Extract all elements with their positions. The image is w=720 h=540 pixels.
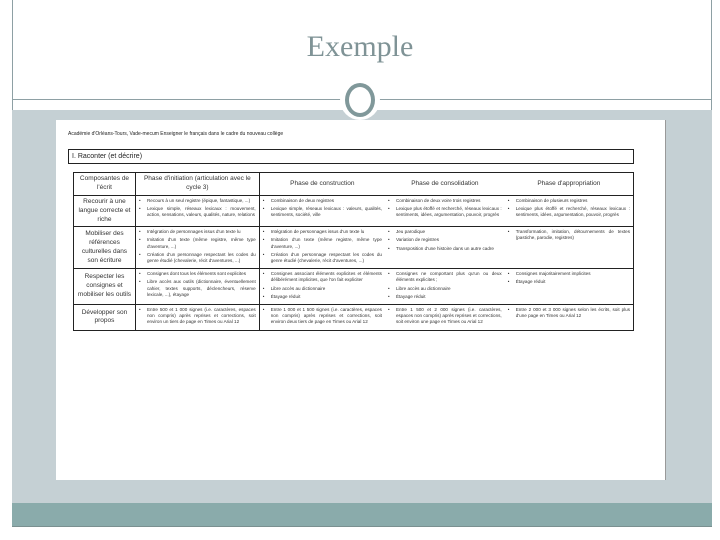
cell-item: • Libre accès aux outils (dictionnaire, éventuellement cahier, textes supports, déclencheurs, réserve lexicale, ...), étayage [139,279,256,298]
cell-item: • Libre accès au dictionnaire [263,286,382,292]
cell-item: • Lexique simple, réseaux lexicaux : mouvement, action, sensations, valeurs, qualités, nature, relations [139,206,256,218]
column-header: Phase d'appropriation [505,173,634,196]
table-cell [259,196,385,227]
table-row [74,227,634,269]
section-title: I. Raconter (et décrire) [68,149,634,164]
table-cell [259,304,385,330]
table-cell [385,269,505,305]
cell-item: • Création d'un personnage respectant les codes du genre étudié (chevalerie, récit d'aventures, ...) [139,252,256,264]
cell-item: • Entre 500 et 1 000 signes (i.e. caractères, espaces non compris) après reprises et corrections, soit environ un tiers de page en Times ou Arial 12 [139,307,256,326]
table-cell [385,196,505,227]
cell-item: • Combinaison de plusieurs registres [508,198,630,204]
column-header: Phase de consolidation [385,173,505,196]
table-cell [135,196,259,227]
table-cell [385,304,505,330]
table-cell [505,269,634,305]
document-image [56,120,666,480]
cell-item: • Entre 1 500 et 2 000 signes (i.e. caractères, espaces non compris) après reprises et corrections, soit environ une page en Times ou Arial 12 [388,307,502,326]
cell-item: • Entre 1 000 et 1 500 signes (i.e. caractères, espaces non compris) après reprises et corrections, soit environ deux tiers de page en Times ou Arial 12 [263,307,382,326]
cell-item: • Consignes dont tous les éléments sont explicites [139,271,256,277]
table-cell [135,269,259,305]
cell-item: • Consignes associant éléments explicites et éléments délibérément implicites, que l'on fait expliciter [263,271,382,283]
cell-item: • Combinaison de deux voire trois registres [388,198,502,204]
row-label: Respecter les consignes et mobiliser les outils [74,269,136,305]
cell-item: • Intégration de personnages issus d'un texte lu [139,229,256,235]
cell-item: • Imitation d'un texte (même registre, même type d'aventure, ...) [139,237,256,249]
table-cell [505,227,634,269]
cell-item: • Lexique plus étoffé et recherché, réseaux lexicaux : sentiments, idées, argumentation, pouvoir, progrès [388,206,502,218]
cell-item: • Recours à un seul registre (épique, fantastique, ...) [139,198,256,204]
cell-item: • Lexique plus étoffé et recherché, réseaux lexicaux : sentiments, idées, argumentation, pouvoir, progrès [508,206,630,218]
table-row [74,269,634,305]
cell-item: • Combinaison de deux registres [263,198,382,204]
row-label: Recourir à une langue correcte et riche [74,196,136,227]
cell-item: • Jeu parodique [388,229,502,235]
column-header: Phase d'initiation (articulation avec le cycle 3) [135,173,259,196]
table-cell [505,304,634,330]
slide-title: Exemple [306,30,414,63]
circle-ornament-icon [340,80,380,120]
column-header: Composantes de l'écrit [74,173,136,196]
cell-item: • Étayage réduit [508,279,630,285]
table-cell [135,227,259,269]
table-row [74,196,634,227]
cell-item: • Transposition d'une histoire dans un autre cadre [388,246,502,252]
cell-item: • Création d'un personnage respectant les codes du genre étudié (chevalerie, récit d'aventures, ...) [263,252,382,264]
cell-item: • Intégration de personnages issus d'un texte lu [263,229,382,235]
cell-item: • Étayage réduit [263,294,382,300]
table-cell [505,196,634,227]
progression-table [73,172,634,331]
table-cell [385,227,505,269]
cell-item: • Consignes majoritairement implicites [508,271,630,277]
cell-item: • Variation de registres [388,237,502,243]
cell-item: • Transformation, imitation, détournements de textes (pastiche, parodie, registres) [508,229,630,241]
document-source: Académie d'Orléans-Tours, Vade-mecum Enseigner le français dans le cadre du nouveau collège [68,131,284,137]
table-cell [259,269,385,305]
cell-item: • Lexique simple, réseaux lexicaux : valeurs, qualités, sentiments, société, ville [263,206,382,218]
cell-item: • Libre accès au dictionnaire [388,286,502,292]
row-label: Mobiliser des références culturelles dans son écriture [74,227,136,269]
cell-item: • Entre 2 000 et 3 000 signes selon les écrits, soit plus d'une page en Times ou Arial 12 [508,307,630,319]
cell-item: • Consignes ne comportant plus qu'un ou deux éléments explicites ; [388,271,502,283]
table-row [74,304,634,330]
cell-item: • Imitation d'un texte (même registre, même type d'aventure, ...) [263,237,382,249]
column-header: Phase de construction [259,173,385,196]
table-cell [259,227,385,269]
table-cell [135,304,259,330]
footer-bar [12,503,712,527]
cell-item: • Étayage réduit [388,294,502,300]
row-label: Développer son propos [74,304,136,330]
